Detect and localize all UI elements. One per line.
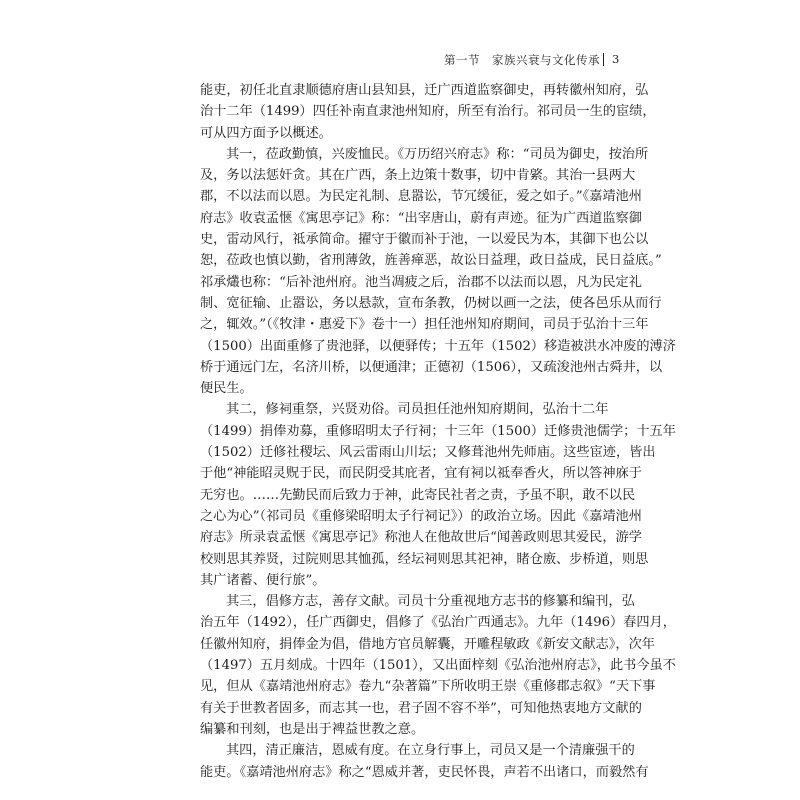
text-line: 编纂和刊刻，也是出于裨益世教之意。 [200, 721, 425, 737]
text-line: 其三，倡修方志，善存文献。司员十分重视地方志书的修纂和编刊，弘 [226, 594, 635, 610]
text-line: 桥于通远门左，名济川桥，以便通津；正德初（1506），又疏浚池州古舜井，以 [200, 359, 663, 375]
text-line: 校则思其养贤，过院则思其恤孤，经坛祠则思其祀神，睹仓廒、步桥道，则思 [200, 551, 649, 567]
text-line: 能吏。《嘉靖池州府志》称之“恩威并著，吏民怀畏，声若不出诸口，而毅然有 [200, 764, 649, 780]
paragraph [200, 144, 676, 400]
text-line: 见，但从《嘉靖池州府志》卷九“杂著篇”下所收明王崇《重修郡志叙》“天下事 [200, 679, 656, 695]
section-title: 第一节 家族兴衰与文化传承 [444, 53, 600, 67]
body-text [200, 80, 676, 783]
running-header [0, 52, 800, 72]
text-line: （1497）五月刻成。十四年（1501），又出面梓刻《弘治池州府志》，此书今虽不 [200, 658, 676, 674]
text-line: 制、宽征输、止嚣讼，务以悬款，宣布条教，仍树以画一之法，使各邑乐从而行 [200, 295, 662, 311]
text-line: 其广诸蓄、便行旅”。 [200, 572, 326, 588]
text-line: 及，务以法惩奸贪。其在广西，条上边策十数事，切中肯綮。其治一县两大 [200, 168, 636, 184]
text-line: 祁承爜也称：“后补池州府。池当凋疲之后，治郡不以法而以恩，凡为民定礼 [200, 274, 642, 290]
text-line: 史，雷动风行，祗承简命。擢守于徽而补于池，一以爱民为本，其御下也公以 [200, 232, 649, 248]
text-line: 于他“神能昭灵贶于民，而民阴受其庇者，宜有祠以祗奉香火，所以答神庥于 [200, 466, 642, 482]
text-line: 无穷也。……先勤民而后致力于神，此寄民社者之责，予虽不职，敢不以民 [200, 487, 636, 503]
text-line: 府志》所录袁孟惬《寓思亭记》称池人在他故世后“闻善政则思其爱民，游学 [200, 530, 642, 546]
text-line: 便民生。 [200, 381, 253, 397]
header-divider [603, 53, 604, 66]
text-line: 之，辄效。”（《牧津・惠爱下》卷十一）担任池州知府期间，司员于弘治十三年 [200, 317, 649, 333]
text-line: 可从四方面予以概述。 [200, 125, 332, 141]
text-line: 恕，莅政也慎以勤，省刑薄敛，旌善瘅恶，故讼日益理，政日益成，民日益底。” [200, 253, 662, 269]
text-line: 治十二年（1499）四任补南直隶池州知府，所至有治行。祁司员一生的宦绩， [200, 104, 656, 120]
paragraph [200, 399, 676, 591]
text-line: 府志》收袁孟惬《寓思亭记》称：“出宰唐山，蔚有声迹。征为广西道监察御 [200, 210, 642, 226]
text-line: 其二，修祠重祭，兴贤劝俗。司员担任池州知府期间，弘治十二年 [226, 402, 609, 418]
text-line: 任徽州知府，捐俸金为倡，借地方官员解囊，开雕程敏政《新安文献志》，次年 [200, 636, 655, 652]
text-line: （1500）出面重修了贵池驿，以便驿传；十五年（1502）移造被洪水冲废的溥济 [200, 338, 676, 354]
text-line: 治五年（1492），任广西御史，倡修了《弘治广西通志》。九年（1496）春四月， [200, 615, 676, 631]
paragraph [200, 80, 656, 144]
paragraph [200, 591, 676, 740]
text-line: 能吏，初任北直隶顺德府唐山县知县，迁广西道监察御史，再转徽州知府，弘 [200, 83, 649, 98]
text-line: （1502）迁修社稷坛、风云雷雨山川坛；又修葺池州先师庙。这些宦迹，皆出 [200, 445, 656, 461]
text-line: 之心为心”（祁司员《重修梁昭明太子行祠记》）的政治立场。因此《嘉靖池州 [200, 508, 642, 524]
text-line: （1499）捐俸劝募，重修昭明太子行祠；十三年（1500）迁修贵池儒学；十五年 [200, 423, 676, 439]
text-line: 有关于世教者固多，而志其一也，君子固不容不举”，可知他热衷地方文献的 [200, 700, 642, 716]
paragraph [200, 740, 649, 783]
text-line: 其一，莅政勤慎，兴废恤民。《万历绍兴府志》称：“司员为御史，按治所 [226, 146, 649, 162]
text-line: 其四，清正廉洁，恩威有度。在立身行事上，司员又是一个清廉强干的 [226, 743, 635, 759]
page-number: 3 [612, 52, 620, 66]
text-line: 郡，不以法而以恩。为民定礼制、息嚣讼，节冗缓征，爱之如子。”《嘉靖池州 [200, 189, 642, 205]
